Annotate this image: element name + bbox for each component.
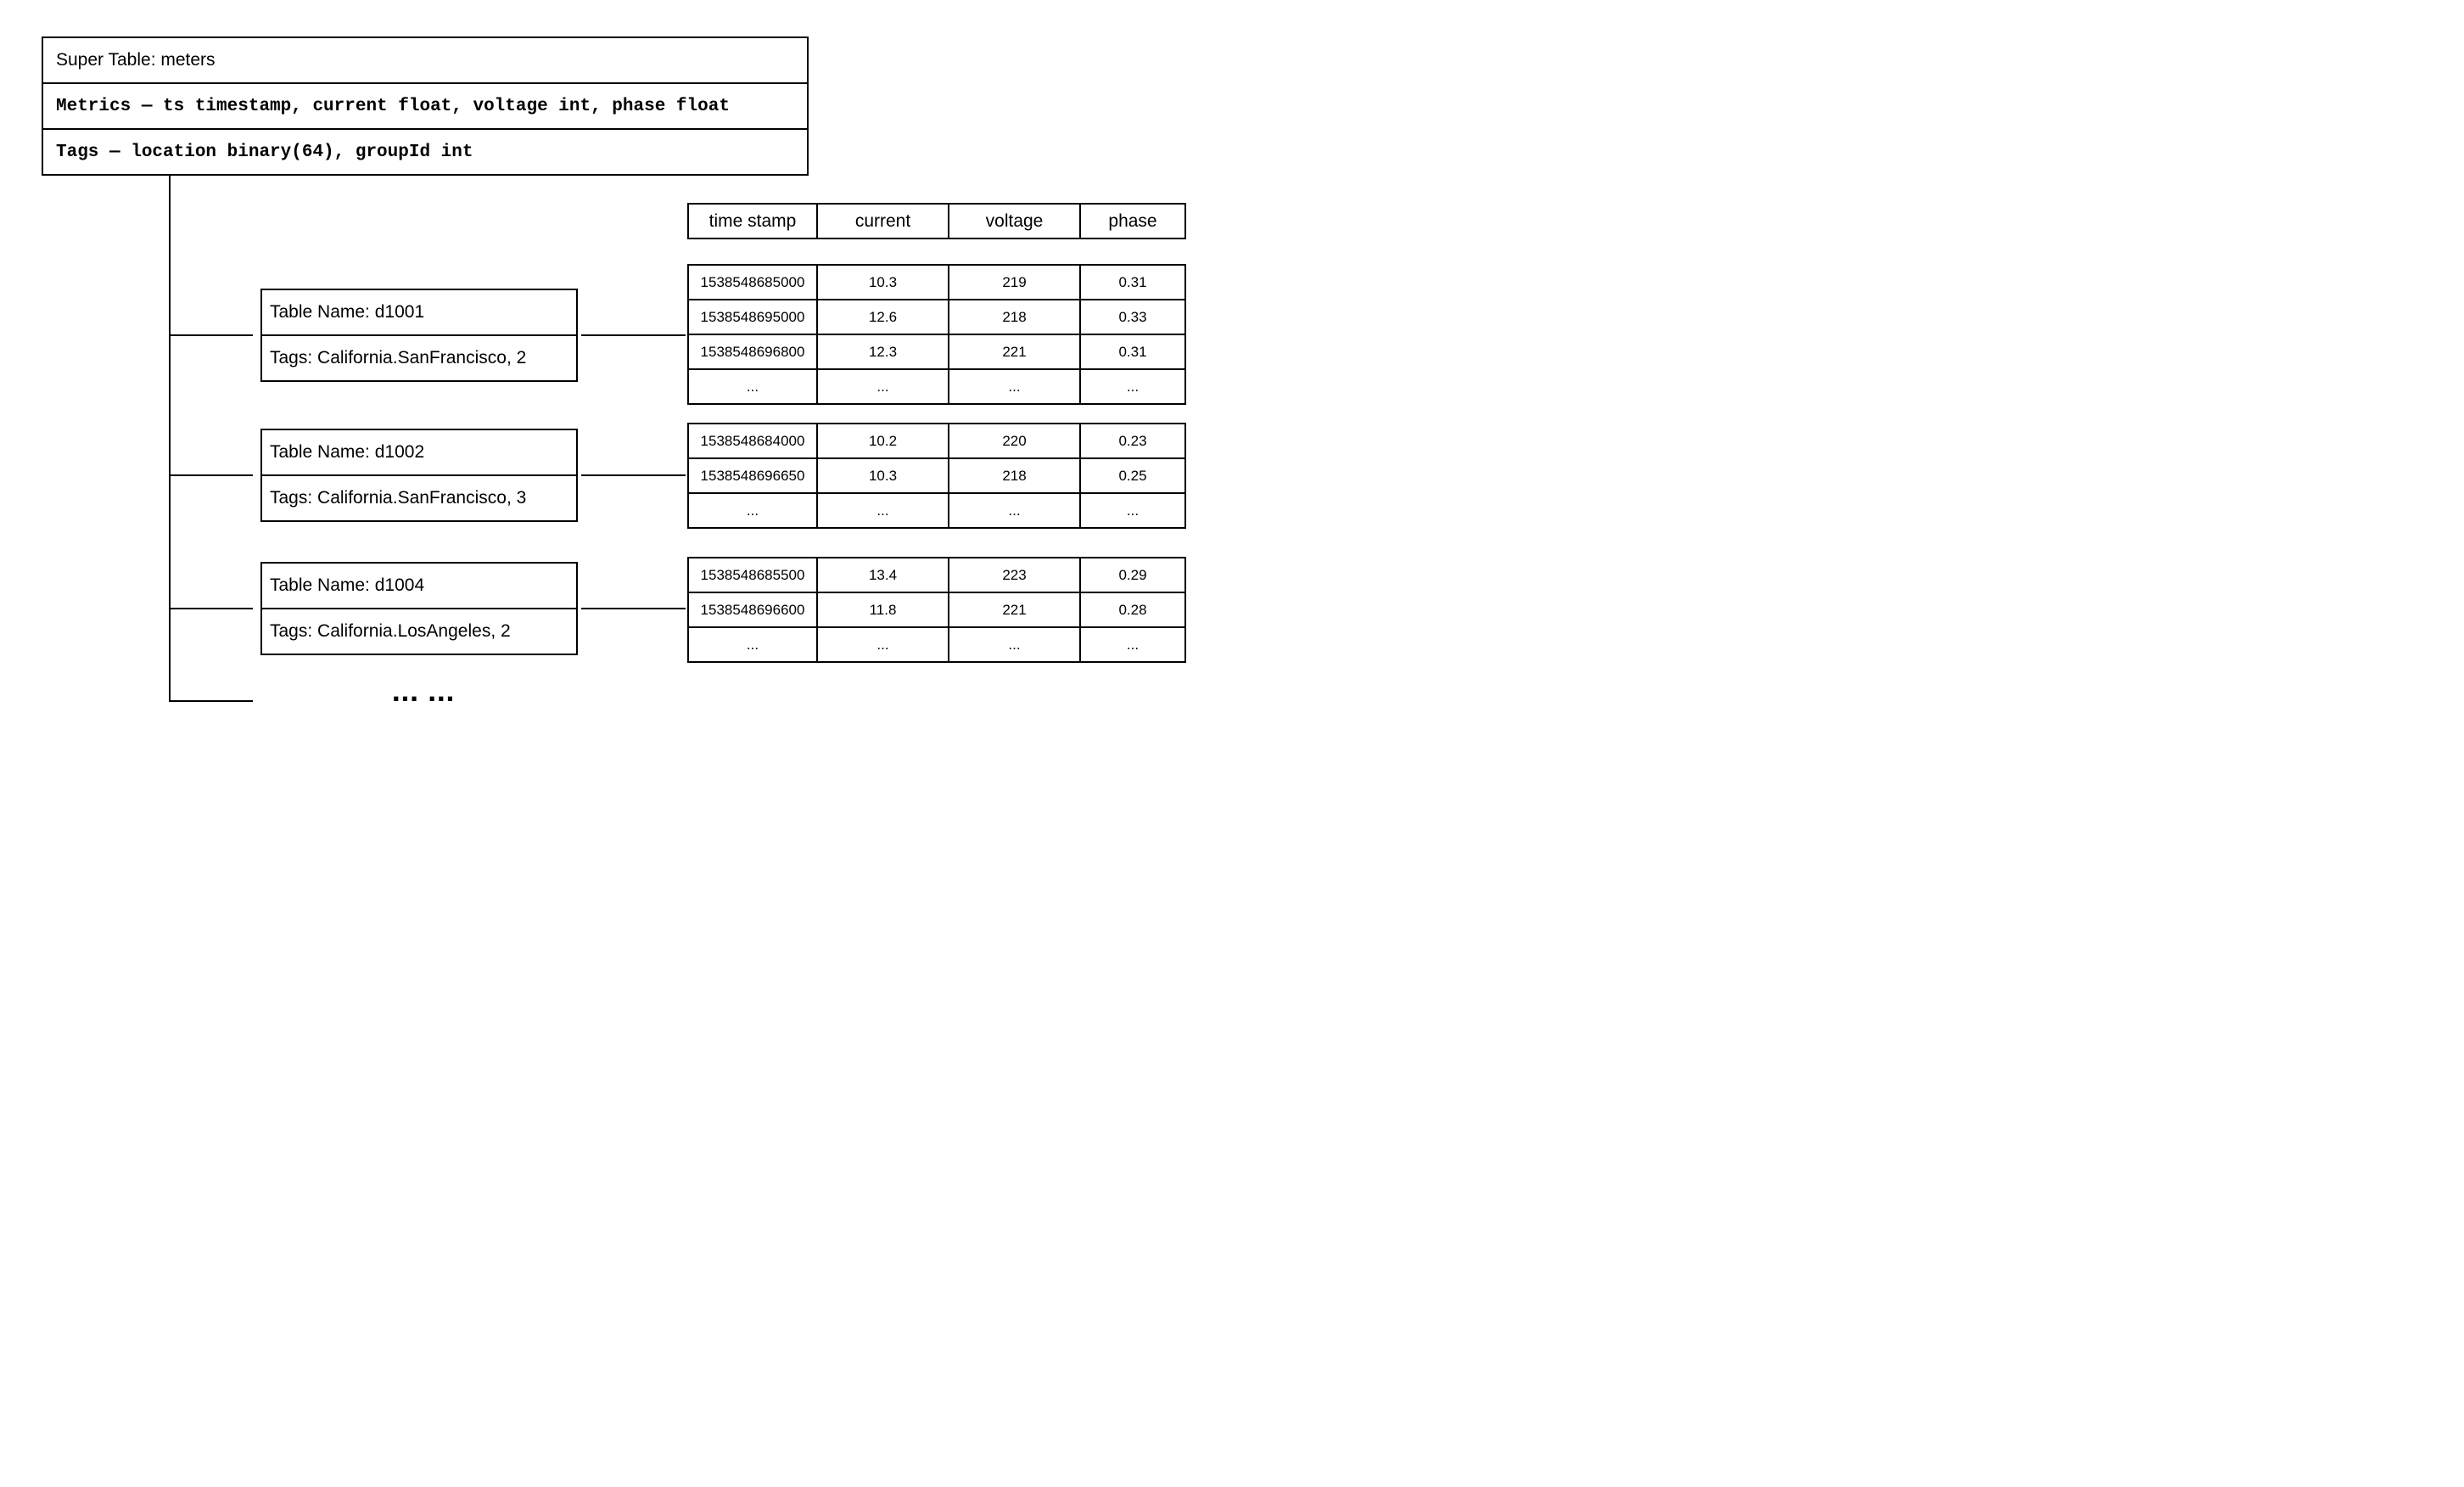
table-cell: 1538548685000 xyxy=(688,265,817,300)
box-table-connector-3 xyxy=(581,608,686,609)
tree-branch-line-3 xyxy=(169,608,253,609)
super-table-box xyxy=(42,36,809,176)
box-table-connector-1 xyxy=(581,334,686,336)
table-cell: ... xyxy=(1080,369,1185,404)
table-cell: 10.2 xyxy=(817,424,949,458)
tree-bottom-line xyxy=(169,700,253,702)
table-cell: ... xyxy=(688,493,817,528)
table-cell: 218 xyxy=(949,458,1080,493)
table-row xyxy=(688,369,1185,404)
more-tables-ellipsis: ... ... xyxy=(387,676,451,710)
table-cell: 221 xyxy=(949,592,1080,627)
column-header-table xyxy=(687,203,1186,239)
table-cell: 1538548696800 xyxy=(688,334,817,369)
table-cell: 1538548696600 xyxy=(688,592,817,627)
table-row xyxy=(688,627,1185,662)
tree-branch-line-2 xyxy=(169,474,253,476)
subtable-box-d1004 xyxy=(260,562,578,655)
column-header-time-stamp: time stamp xyxy=(688,204,817,238)
table-cell: 219 xyxy=(949,265,1080,300)
table-cell: 1538548696650 xyxy=(688,458,817,493)
table-cell: ... xyxy=(949,493,1080,528)
subtable-tags-label: Tags: California.LosAngeles, 2 xyxy=(262,608,576,654)
box-table-connector-2 xyxy=(581,474,686,476)
table-row xyxy=(688,592,1185,627)
tree-branch-line-1 xyxy=(169,334,253,336)
column-header-phase: phase xyxy=(1080,204,1185,238)
table-cell: ... xyxy=(949,369,1080,404)
column-header-voltage: voltage xyxy=(949,204,1080,238)
subtable-tags-label: Tags: California.SanFrancisco, 2 xyxy=(262,334,576,380)
table-cell: ... xyxy=(688,627,817,662)
table-row xyxy=(688,300,1185,334)
table-row xyxy=(688,265,1185,300)
table-cell: 220 xyxy=(949,424,1080,458)
subtable-name-label: Table Name: d1001 xyxy=(270,302,425,322)
super-table-title: Super Table: meters xyxy=(56,50,216,70)
subtable-name-label: Table Name: d1004 xyxy=(270,575,425,595)
table-cell: 0.31 xyxy=(1080,265,1185,300)
table-cell: ... xyxy=(817,493,949,528)
super-table-metrics: Metrics — ts timestamp, current float, voltage int, phase float xyxy=(43,82,807,128)
table-cell: 10.3 xyxy=(817,265,949,300)
table-cell: ... xyxy=(949,627,1080,662)
table-row xyxy=(688,558,1185,592)
data-table-d1004 xyxy=(687,557,1186,663)
table-cell: 12.6 xyxy=(817,300,949,334)
data-table-d1002 xyxy=(687,423,1186,529)
table-row xyxy=(688,424,1185,458)
table-cell: ... xyxy=(817,369,949,404)
data-table-body xyxy=(688,424,1185,528)
subtable-tags-label: Tags: California.SanFrancisco, 3 xyxy=(262,474,576,520)
table-cell: 0.31 xyxy=(1080,334,1185,369)
column-header-current: current xyxy=(817,204,949,238)
table-cell: 1538548685500 xyxy=(688,558,817,592)
table-cell: 0.28 xyxy=(1080,592,1185,627)
table-cell: ... xyxy=(1080,627,1185,662)
data-table-body xyxy=(688,265,1185,404)
table-cell: 1538548695000 xyxy=(688,300,817,334)
table-cell: ... xyxy=(817,627,949,662)
subtable-box-d1002 xyxy=(260,429,578,522)
subtable-box-d1001 xyxy=(260,289,578,382)
subtable-name-label: Table Name: d1002 xyxy=(270,442,425,462)
data-table-body xyxy=(688,558,1185,662)
diagram-canvas xyxy=(0,0,1232,744)
table-cell: 11.8 xyxy=(817,592,949,627)
table-cell: 10.3 xyxy=(817,458,949,493)
table-cell: 218 xyxy=(949,300,1080,334)
column-header-row xyxy=(688,204,1185,238)
table-cell: 0.23 xyxy=(1080,424,1185,458)
table-cell: 0.33 xyxy=(1080,300,1185,334)
tree-trunk-line xyxy=(169,176,171,702)
table-cell: 0.29 xyxy=(1080,558,1185,592)
table-cell: 12.3 xyxy=(817,334,949,369)
table-cell: 0.25 xyxy=(1080,458,1185,493)
table-cell: ... xyxy=(1080,493,1185,528)
data-table-d1001 xyxy=(687,264,1186,405)
table-cell: 13.4 xyxy=(817,558,949,592)
table-cell: 1538548684000 xyxy=(688,424,817,458)
table-cell: 223 xyxy=(949,558,1080,592)
table-row xyxy=(688,458,1185,493)
table-cell: 221 xyxy=(949,334,1080,369)
table-row xyxy=(688,493,1185,528)
table-row xyxy=(688,334,1185,369)
super-table-tags: Tags — location binary(64), groupId int xyxy=(43,128,807,174)
table-cell: ... xyxy=(688,369,817,404)
